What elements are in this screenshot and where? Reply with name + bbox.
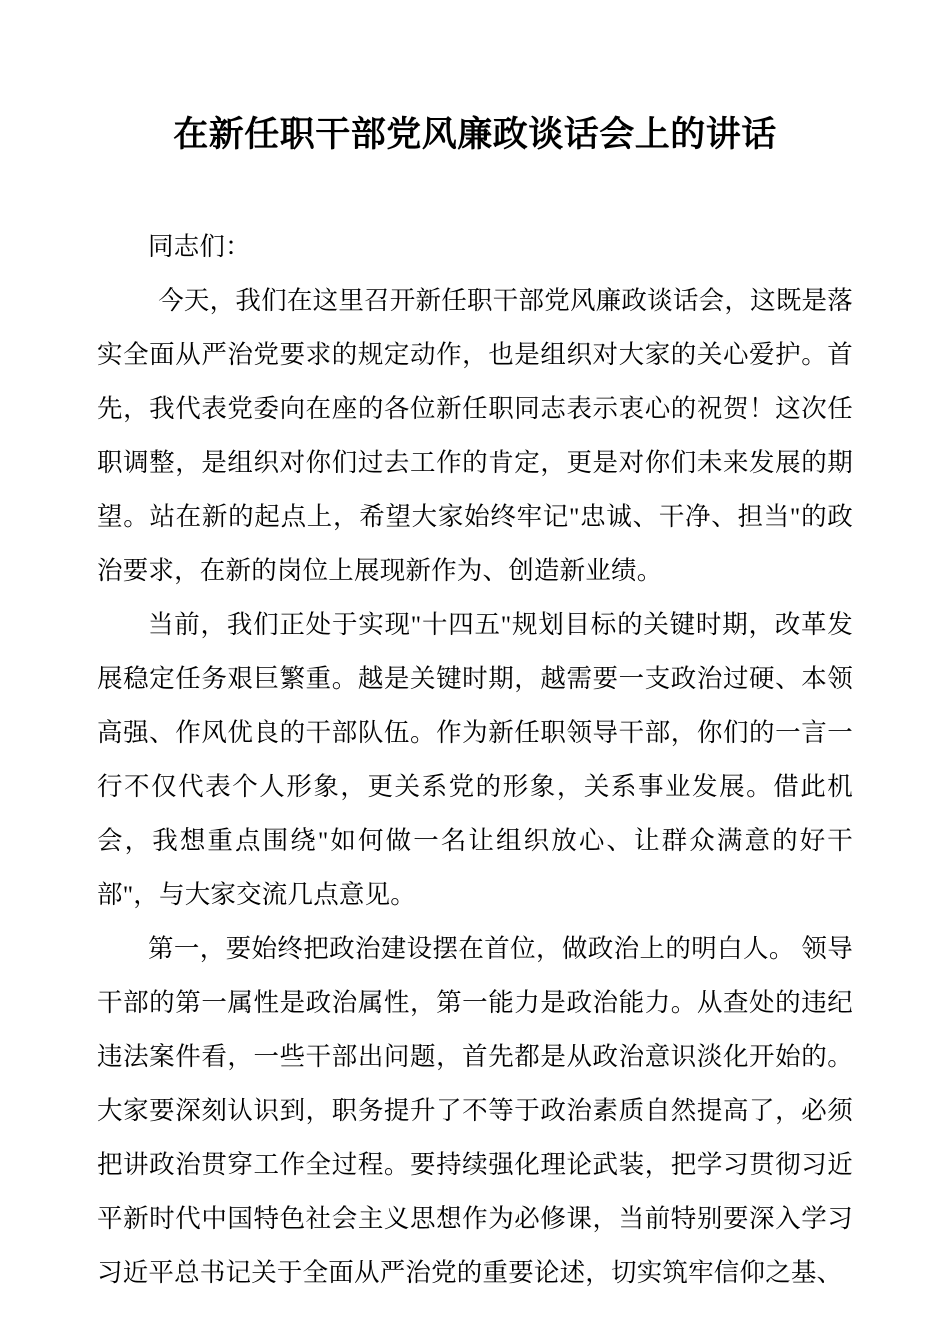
- document-content: [97, 0, 853, 1300]
- paragraph-2: 当前，我们正处于实现"十四五"规划目标的关键时期，改革发展稳定任务艰巨繁重。越是关键时期，越需要一支政治过硬、本领高强、作风优良的干部队伍。作为新任职领导干部，你们的一言一行不仅代表个人形象，更关系党的形象，关系事业发展。借此机会，我想重点围绕"如何做一名让组织放心、让群众满意的好干部"，与大家交流几点意见。: [97, 609, 853, 909]
- salutation: 同志们：: [148, 231, 251, 261]
- paragraph-1: 今天，我们在这里召开新任职干部党风廉政谈话会，这既是落实全面从严治党要求的规定动作，也是组织对大家的关心爱护。首先，我代表党委向在座的各位新任职同志表示衷心的祝贺！这次任职调整，是组织对你们过去工作的肯定，更是对你们未来发展的期望。站在新的起点上，希望大家始终牢记"忠诚、干净、担当"的政治要求，在新的岗位上展现新作为、创造新业绩。: [97, 285, 853, 585]
- paragraph-3: 第一，要始终把政治建设摆在首位，做政治上的明白人。 领导干部的第一属性是政治属性，第一能力是政治能力。从查处的违纪违法案件看，一些干部出问题，首先都是从政治意识淡化开始的。大家要深刻认识到，职务提升了不等于政治素质自然提高了，必须把讲政治贯穿工作全过程。要持续强化理论武装，把学习贯彻习近平新时代中国特色社会主义思想作为必修课，当前特别要深入学习习近平总书记关于全面从严治党的重要论述，切实筑牢信仰之基、: [97, 933, 853, 1287]
- page-title: 在新任职干部党风廉政谈话会上的讲话: [173, 115, 777, 154]
